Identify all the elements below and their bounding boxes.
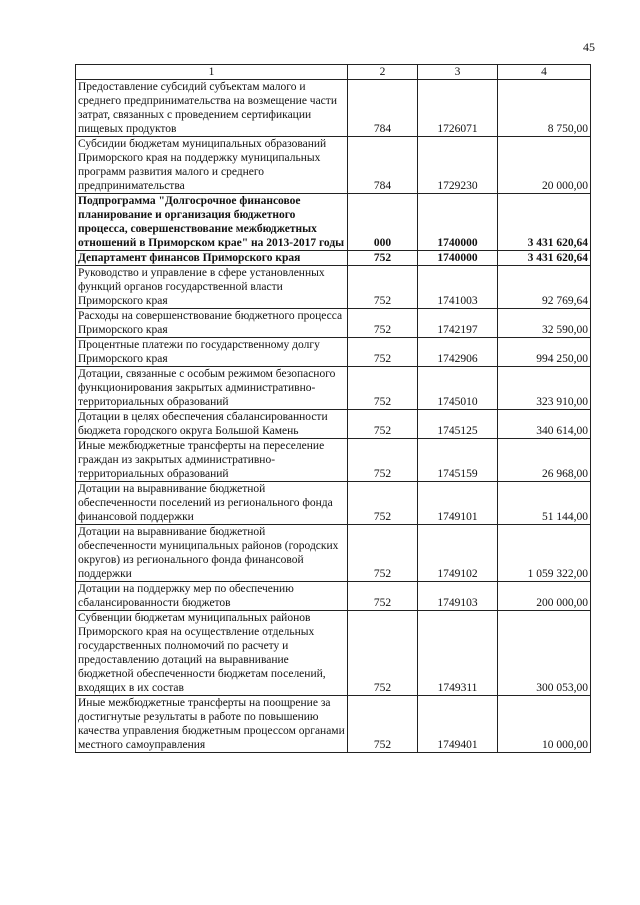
row-ved-cell: 752: [348, 439, 418, 482]
row-ved-cell: 000: [348, 194, 418, 251]
table-row: [76, 367, 591, 410]
row-amount-cell: 994 250,00: [498, 338, 591, 367]
table-header-row: [76, 65, 591, 80]
row-ved-cell: 752: [348, 309, 418, 338]
row-ved-cell: 752: [348, 266, 418, 309]
table-row: [76, 309, 591, 338]
table-row: [76, 611, 591, 696]
row-ved-cell: 752: [348, 525, 418, 582]
row-amount-cell: 10 000,00: [498, 696, 591, 753]
table-row: [76, 80, 591, 137]
row-amount-cell: 26 968,00: [498, 439, 591, 482]
row-ved-cell: 784: [348, 80, 418, 137]
row-name-cell: Департамент финансов Приморского края: [76, 251, 348, 266]
table-row: [76, 137, 591, 194]
row-name-cell: Расходы на совершенствование бюджетного процесса Приморского края: [76, 309, 348, 338]
row-code-cell: 1740000: [418, 194, 498, 251]
row-code-cell: 1741003: [418, 266, 498, 309]
row-name-cell: Руководство и управление в сфере установленных функций органов государственной власти Приморского края: [76, 266, 348, 309]
row-amount-cell: 340 614,00: [498, 410, 591, 439]
table-row: [76, 410, 591, 439]
row-code-cell: 1749102: [418, 525, 498, 582]
row-name-cell: Дотации, связанные с особым режимом безопасного функционирования закрытых административно-территориальных образований: [76, 367, 348, 410]
row-code-cell: 1749311: [418, 611, 498, 696]
row-code-cell: 1745159: [418, 439, 498, 482]
table-row: [76, 439, 591, 482]
header-col-4: 4: [498, 65, 591, 80]
row-ved-cell: 752: [348, 611, 418, 696]
row-code-cell: 1729230: [418, 137, 498, 194]
page-number: 45: [583, 40, 595, 54]
table-row: [76, 251, 591, 266]
header-col-2: 2: [348, 65, 418, 80]
row-amount-cell: 51 144,00: [498, 482, 591, 525]
row-amount-cell: 1 059 322,00: [498, 525, 591, 582]
row-code-cell: 1749101: [418, 482, 498, 525]
row-amount-cell: 8 750,00: [498, 80, 591, 137]
row-name-cell: Дотации в целях обеспечения сбалансированности бюджета городского округа Большой Камень: [76, 410, 348, 439]
row-code-cell: 1749103: [418, 582, 498, 611]
table-row: [76, 266, 591, 309]
table-row: [76, 696, 591, 753]
row-amount-cell: 3 431 620,64: [498, 251, 591, 266]
row-amount-cell: 200 000,00: [498, 582, 591, 611]
row-code-cell: 1749401: [418, 696, 498, 753]
budget-table-body: [76, 65, 591, 753]
row-code-cell: 1745125: [418, 410, 498, 439]
row-code-cell: 1742906: [418, 338, 498, 367]
row-amount-cell: 32 590,00: [498, 309, 591, 338]
table-row: [76, 582, 591, 611]
row-name-cell: Дотации на выравнивание бюджетной обеспеченности поселений из регионального фонда финансовой поддержки: [76, 482, 348, 525]
row-amount-cell: 323 910,00: [498, 367, 591, 410]
budget-table: [75, 64, 591, 753]
table-row: [76, 194, 591, 251]
row-ved-cell: 784: [348, 137, 418, 194]
row-ved-cell: 752: [348, 251, 418, 266]
row-ved-cell: 752: [348, 338, 418, 367]
row-ved-cell: 752: [348, 410, 418, 439]
row-code-cell: 1742197: [418, 309, 498, 338]
row-name-cell: Иные межбюджетные трансферты на переселение граждан из закрытых административно-территориальных образований: [76, 439, 348, 482]
row-ved-cell: 752: [348, 582, 418, 611]
row-ved-cell: 752: [348, 367, 418, 410]
row-name-cell: Дотации на поддержку мер по обеспечению сбалансированности бюджетов: [76, 582, 348, 611]
table-row: [76, 525, 591, 582]
row-name-cell: Предоставление субсидий субъектам малого и среднего предпринимательства на возмещение части затрат, связанных с проведением сертификации пищевых продуктов: [76, 80, 348, 137]
row-amount-cell: 3 431 620,64: [498, 194, 591, 251]
row-code-cell: 1740000: [418, 251, 498, 266]
row-amount-cell: 20 000,00: [498, 137, 591, 194]
row-name-cell: Дотации на выравнивание бюджетной обеспеченности муниципальных районов (городских округов) из регионального фонда финансовой поддержки: [76, 525, 348, 582]
row-amount-cell: 300 053,00: [498, 611, 591, 696]
row-code-cell: 1745010: [418, 367, 498, 410]
row-amount-cell: 92 769,64: [498, 266, 591, 309]
row-name-cell: Подпрограмма "Долгосрочное финансовое планирование и организация бюджетного процесса, совершенствование межбюджетных отношений в Приморском крае" на 2013-2017 годы: [76, 194, 348, 251]
row-code-cell: 1726071: [418, 80, 498, 137]
table-row: [76, 482, 591, 525]
row-name-cell: Субвенции бюджетам муниципальных районов Приморского края на осуществление отдельных государственных полномочий по расчету и предоставлению дотаций на выравнивание бюджетной обеспеченности бюджетам поселений, входящих в их состав: [76, 611, 348, 696]
row-ved-cell: 752: [348, 696, 418, 753]
table-row: [76, 338, 591, 367]
row-ved-cell: 752: [348, 482, 418, 525]
header-col-3: 3: [418, 65, 498, 80]
row-name-cell: Процентные платежи по государственному долгу Приморского края: [76, 338, 348, 367]
row-name-cell: Иные межбюджетные трансферты на поощрение за достигнутые результаты в работе по повышению качества управления бюджетным процессом органами местного самоуправления: [76, 696, 348, 753]
header-col-1: 1: [76, 65, 348, 80]
row-name-cell: Субсидии бюджетам муниципальных образований Приморского края на поддержку муниципальных программ развития малого и среднего предпринимательства: [76, 137, 348, 194]
